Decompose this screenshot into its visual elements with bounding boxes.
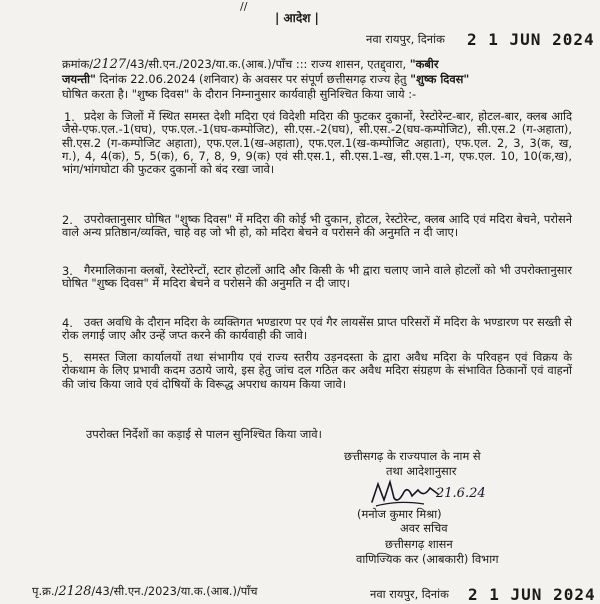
- signatory-line-1: छत्तीसगढ़ के राज्यपाल के नाम से: [344, 449, 481, 463]
- para-1-text: प्रदेश के जिलों में स्थित समस्त देशी मदिरा एवं विदेशी मदिरा की फुटकर दुकानों, रेस्टोरेन्ट-बार, होटल-बार, क्लब आदि जैसे-एफ.एल.-1(घघ), एफ.एल.-1(घघ-कम्पोजिट), सी.एस.-2(घघ), सी.एस.-2(घघ-कम्पोजिट), सी.एस.2 (ग-अहाता), सी.एस.2 (ग-कम्पोजिट अहाता), एफ.एल.1(ख-अहाता), एफ.एल.1(ख-कम्पोजिट अहाता), एफ.एल. 2, 3, 3(क, ख, ग.), 4, 4(क), 5, 5(क), 6, 7, 8, 9, 9(क) एवं सी.एस.1, सी.एस.1-ख, सी.एस.1-ग, एफ.एल. 10, 10(क,ख), भांग/भांगघोटा की फुटकर दुकानों को बंद रखा जावे।: [62, 109, 572, 177]
- header-marks: //: [240, 0, 248, 13]
- para-2-number: 2.: [62, 213, 73, 227]
- para-3-text: गैरमालिकाना क्लबों, रेस्टोरेन्टों, स्टार होटलों आदि और किसी के भी द्वारा चलाए जाने वाले होटलों को भी उपरोक्तानुसार घोषित "शुष्क दिवस" में मदिरा बेचने व परोसने की अनुमति न दी जाए।: [62, 263, 572, 291]
- reference-line: [62, 58, 439, 71]
- footer-reference-prefix: पृ.क्र./: [32, 584, 59, 598]
- para-4-number: 4.: [62, 316, 73, 330]
- footer-reference-number-handwritten: 2128: [58, 584, 92, 599]
- para-2-text: उपरोक्तानुसार घोषित "शुष्क दिवस" में मदिरा की कोई भी दुकान, होटल, रेस्टोरेन्ट, क्लब आदि एवं मदिरा बेचने, परोसने वाले अन्य प्रतिष्ठान/व्यक्ति, चाहे वह जो भी हो, को मदिरा बेचने व परोसने की अनुमति न दी जाए।: [62, 212, 572, 240]
- reference-rest: /43/सी.एन./2023/या.क.(आब.)/पाँच ::: राज्य शासन, एतद्द्वारा,: [126, 57, 407, 71]
- reference-shushk-diwas: "शुष्क दिवस": [410, 72, 470, 86]
- signatory-name: (मनोज कुमार मिश्रा): [357, 507, 442, 521]
- signature-date-handwritten: 21.6.24: [436, 486, 486, 501]
- footer-date-stamp: 2 1 JUN 2024: [468, 585, 596, 604]
- reference-line-2: [62, 73, 469, 86]
- reference-number-handwritten: 2127: [93, 57, 127, 72]
- reference-prefix: क्रमांक/: [62, 57, 94, 71]
- para-4-text: उक्त अवधि के दौरान मदिरा के व्यक्तिगत भण्डारण पर एवं गैर लायसेंस प्राप्त परिसरों में मदिरा के भण्डारण पर सख्ती से रोक लगाई जाए और उन्हें जप्त करने की कार्यवाही की जावे।: [62, 315, 572, 343]
- date-stamp: 2 1 JUN 2024: [467, 30, 595, 49]
- para-1-number: 1.: [64, 110, 75, 124]
- reference-kabir: "कबीर: [409, 57, 439, 71]
- reference-line-3: घोषित करता है। "शुष्क दिवस" के दौरान निम्नानुसार कार्यवाही सुनिश्चित किया जाये :-: [62, 87, 417, 101]
- signatory-line-2: तथा आदेशानुसार: [386, 464, 457, 478]
- signatory-government: छत्तीसगढ़ शासन: [385, 537, 453, 551]
- footer-reference: [32, 585, 257, 598]
- para-5-number: 5.: [62, 351, 73, 365]
- para-3-number: 3.: [62, 264, 73, 278]
- signatory-designation: अवर सचिव: [400, 521, 448, 535]
- place-date-label: नवा रायपुर, दिनांक: [366, 32, 445, 46]
- reference-jayanti: जयन्ती": [62, 72, 96, 86]
- para-5-text: समस्त जिला कार्यालयों तथा संभागीय एवं राज्य स्तरीय उड़नदस्ता के द्वारा अवैध मदिरा के परिवहन एवं विक्रय के रोकथाम के लिए प्रभावी कदम उठाये जाये, इस हेतु जांच दल गठित कर अवैध मदिरा संग्रहण के संभावित ठिकानों एवं वाहनों की जांच किया जावे एवं दोषियों के विरूद्ध अपराध कायम किया जावे।: [62, 350, 572, 391]
- page-title: | आदेश |: [275, 11, 319, 25]
- reference-line2-text: दिनांक 22.06.2024 (शनिवार) के अवसर पर संपूर्ण छत्तीसगढ़ राज्य हेतु: [99, 72, 407, 86]
- footer-place-date: नवा रायपुर, दिनांक: [370, 587, 449, 601]
- footer-reference-rest: /43/सी.एन./2023/या.क.(आब.)/पाँच: [91, 584, 258, 598]
- signatory-department: वाणिज्यिक कर (आबकारी) विभाग: [356, 552, 499, 566]
- closing-instruction: उपरोक्त निर्देशों का कड़ाई से पालन सुनिश्चित किया जावे।: [86, 427, 322, 441]
